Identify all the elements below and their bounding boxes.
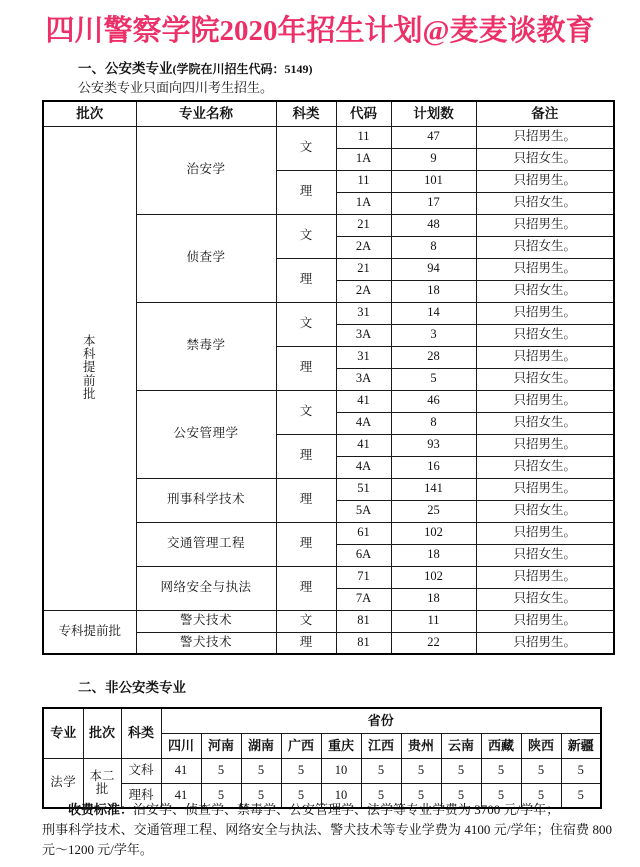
table1-header-row [43,101,614,126]
section1-note: 公安类专业只面向四川考生招生。 [78,80,274,95]
province-value: 5 [361,758,401,783]
major-name: 侦查学 [136,214,276,302]
col-header-province: 云南 [441,733,481,758]
remark-cell: 只招男生。 [476,434,614,456]
code-cell: 61 [336,522,391,544]
public-security-majors-table [42,100,615,655]
col-header-province: 新疆 [561,733,601,758]
remark-cell: 只招男生。 [476,478,614,500]
code-cell: 2A [336,236,391,258]
major-name: 交通管理工程 [136,522,276,566]
remark-cell: 只招男生。 [476,302,614,324]
section1-heading-code: (学院在川招生代码：5149) [172,62,313,76]
major-name: 公安管理学 [136,390,276,478]
remark-cell: 只招女生。 [476,324,614,346]
code-cell: 7A [336,588,391,610]
remark-cell: 只招男生。 [476,610,614,632]
plan-cell: 11 [391,610,476,632]
province-value: 5 [201,783,241,808]
col-header-province: 西藏 [481,733,521,758]
kelei-cell: 文 [276,126,336,170]
code-cell: 41 [336,434,391,456]
col-header-kelei: 科类 [276,101,336,126]
code-cell: 81 [336,632,391,654]
non-public-security-majors-table [42,707,602,809]
col-header-code: 代码 [336,101,391,126]
kelei-cell: 理 [276,434,336,478]
col-header-plan: 计划数 [391,101,476,126]
plan-cell: 8 [391,412,476,434]
plan-cell: 14 [391,302,476,324]
col-header-province: 陕西 [521,733,561,758]
code-cell: 31 [336,302,391,324]
plan-cell: 46 [391,390,476,412]
col-header-province: 湖南 [241,733,281,758]
kelei-cell: 理 [276,522,336,566]
plan-cell: 22 [391,632,476,654]
plan-cell: 101 [391,170,476,192]
col-header-remark: 备注 [476,101,614,126]
major-name: 警犬技术 [136,610,276,632]
province-value: 10 [321,783,361,808]
province-value: 10 [321,758,361,783]
col-header-batch2: 批次 [83,708,121,758]
remark-cell: 只招女生。 [476,412,614,434]
code-cell: 31 [336,346,391,368]
remark-cell: 只招女生。 [476,236,614,258]
plan-cell: 16 [391,456,476,478]
table-row [43,610,614,632]
code-cell: 3A [336,324,391,346]
remark-cell: 只招男生。 [476,390,614,412]
batch-line: 批 [95,781,109,796]
batch-char: 前 [82,373,97,388]
batch-char: 本 [82,334,97,349]
remark-cell: 只招男生。 [476,522,614,544]
remark-cell: 只招女生。 [476,148,614,170]
fee-note-line1: 治安学、侦查学、禁毒学、公安管理学、法学等专业学费为 3700 元/学年； [133,802,560,817]
province-value: 5 [241,758,281,783]
plan-cell: 18 [391,544,476,566]
col-header-province-group: 省份 [161,708,601,733]
fee-standard-note [42,800,612,860]
plan-cell: 25 [391,500,476,522]
col-header-province: 重庆 [321,733,361,758]
plan-cell: 93 [391,434,476,456]
batch-college-advance: 专科提前批 [43,610,136,654]
code-cell: 21 [336,214,391,236]
code-cell: 11 [336,126,391,148]
remark-cell: 只招男生。 [476,346,614,368]
plan-cell: 18 [391,588,476,610]
remark-cell: 只招女生。 [476,544,614,566]
province-value: 5 [481,758,521,783]
kelei-cell: 理 [276,632,336,654]
table-row [43,758,601,783]
remark-cell: 只招男生。 [476,214,614,236]
col-header-province: 广西 [281,733,321,758]
batch-char: 科 [82,347,97,362]
province-value: 5 [441,783,481,808]
major-name: 网络安全与执法 [136,566,276,610]
remark-cell: 只招女生。 [476,192,614,214]
kelei-cell: 文 [276,302,336,346]
code-cell: 81 [336,610,391,632]
kelei-cell: 理 [276,170,336,214]
province-value: 5 [361,783,401,808]
remark-cell: 只招男生。 [476,126,614,148]
code-cell: 6A [336,544,391,566]
plan-cell: 102 [391,522,476,544]
major-name: 法学 [43,758,83,808]
table2-header-row-1 [43,708,601,733]
col-header-province: 江西 [361,733,401,758]
code-cell: 4A [336,412,391,434]
remark-cell: 只招男生。 [476,170,614,192]
col-header-province: 河南 [201,733,241,758]
province-value: 5 [281,783,321,808]
section1-heading [78,57,313,77]
plan-cell: 5 [391,368,476,390]
province-value: 5 [401,758,441,783]
province-value: 5 [561,758,601,783]
fee-note-line2: 刑事科学技术、交通管理工程、网络安全与执法、警犬技术等专业学费为 4100 元/学年；住宿费 800 元～1200 元/学年。 [42,822,612,858]
plan-cell: 47 [391,126,476,148]
kelei-cell: 理 [276,566,336,610]
section2-heading: 二、非公安类专业 [78,680,186,695]
section1-heading-main: 一、公安类专业 [78,61,173,76]
remark-cell: 只招女生。 [476,456,614,478]
fee-note-wrap [42,800,612,820]
code-cell: 1A [336,192,391,214]
remark-cell: 只招女生。 [476,588,614,610]
kelei-cell: 理科 [121,783,161,808]
col-header-kelei2: 科类 [121,708,161,758]
plan-cell: 28 [391,346,476,368]
page-title: 四川警察学院2020年招生计划@麦麦谈教育 [45,15,595,47]
province-value: 41 [161,783,201,808]
col-header-batch: 批次 [43,101,136,126]
plan-cell: 94 [391,258,476,280]
province-value: 5 [481,783,521,808]
remark-cell: 只招男生。 [476,258,614,280]
kelei-cell: 文科 [121,758,161,783]
plan-cell: 17 [391,192,476,214]
batch-char: 批 [82,386,97,401]
province-value: 5 [201,758,241,783]
code-cell: 11 [336,170,391,192]
kelei-cell: 理 [276,258,336,302]
code-cell: 51 [336,478,391,500]
remark-cell: 只招男生。 [476,632,614,654]
plan-cell: 102 [391,566,476,588]
batch-char: 提 [82,360,97,375]
remark-cell: 只招女生。 [476,368,614,390]
code-cell: 4A [336,456,391,478]
kelei-cell: 文 [276,214,336,258]
col-header-major2: 专业 [43,708,83,758]
kelei-cell: 文 [276,390,336,434]
code-cell: 21 [336,258,391,280]
province-value: 5 [401,783,441,808]
remark-cell: 只招女生。 [476,500,614,522]
plan-cell: 8 [391,236,476,258]
code-cell: 3A [336,368,391,390]
kelei-cell: 理 [276,478,336,522]
plan-cell: 9 [391,148,476,170]
kelei-cell: 文 [276,610,336,632]
major-name: 治安学 [136,126,276,214]
code-cell: 2A [336,280,391,302]
code-cell: 1A [336,148,391,170]
plan-cell: 18 [391,280,476,302]
plan-cell: 141 [391,478,476,500]
kelei-cell: 理 [276,346,336,390]
province-value: 5 [281,758,321,783]
plan-cell: 3 [391,324,476,346]
fee-note-label: 收费标准： [68,802,134,817]
table-row [43,126,614,148]
code-cell: 41 [336,390,391,412]
code-cell: 71 [336,566,391,588]
major-name: 警犬技术 [136,632,276,654]
major-name: 禁毒学 [136,302,276,390]
batch-line: 本二 [89,768,115,783]
province-value: 5 [521,758,561,783]
province-value: 5 [441,758,481,783]
plan-cell: 48 [391,214,476,236]
province-value: 5 [521,783,561,808]
col-header-major: 专业名称 [136,101,276,126]
col-header-province: 四川 [161,733,201,758]
batch-undergrad-advance [43,126,136,610]
province-value: 5 [561,783,601,808]
remark-cell: 只招男生。 [476,566,614,588]
province-value: 5 [241,783,281,808]
col-header-province: 贵州 [401,733,441,758]
code-cell: 5A [336,500,391,522]
remark-cell: 只招女生。 [476,280,614,302]
province-value: 41 [161,758,201,783]
major-name: 刑事科学技术 [136,478,276,522]
